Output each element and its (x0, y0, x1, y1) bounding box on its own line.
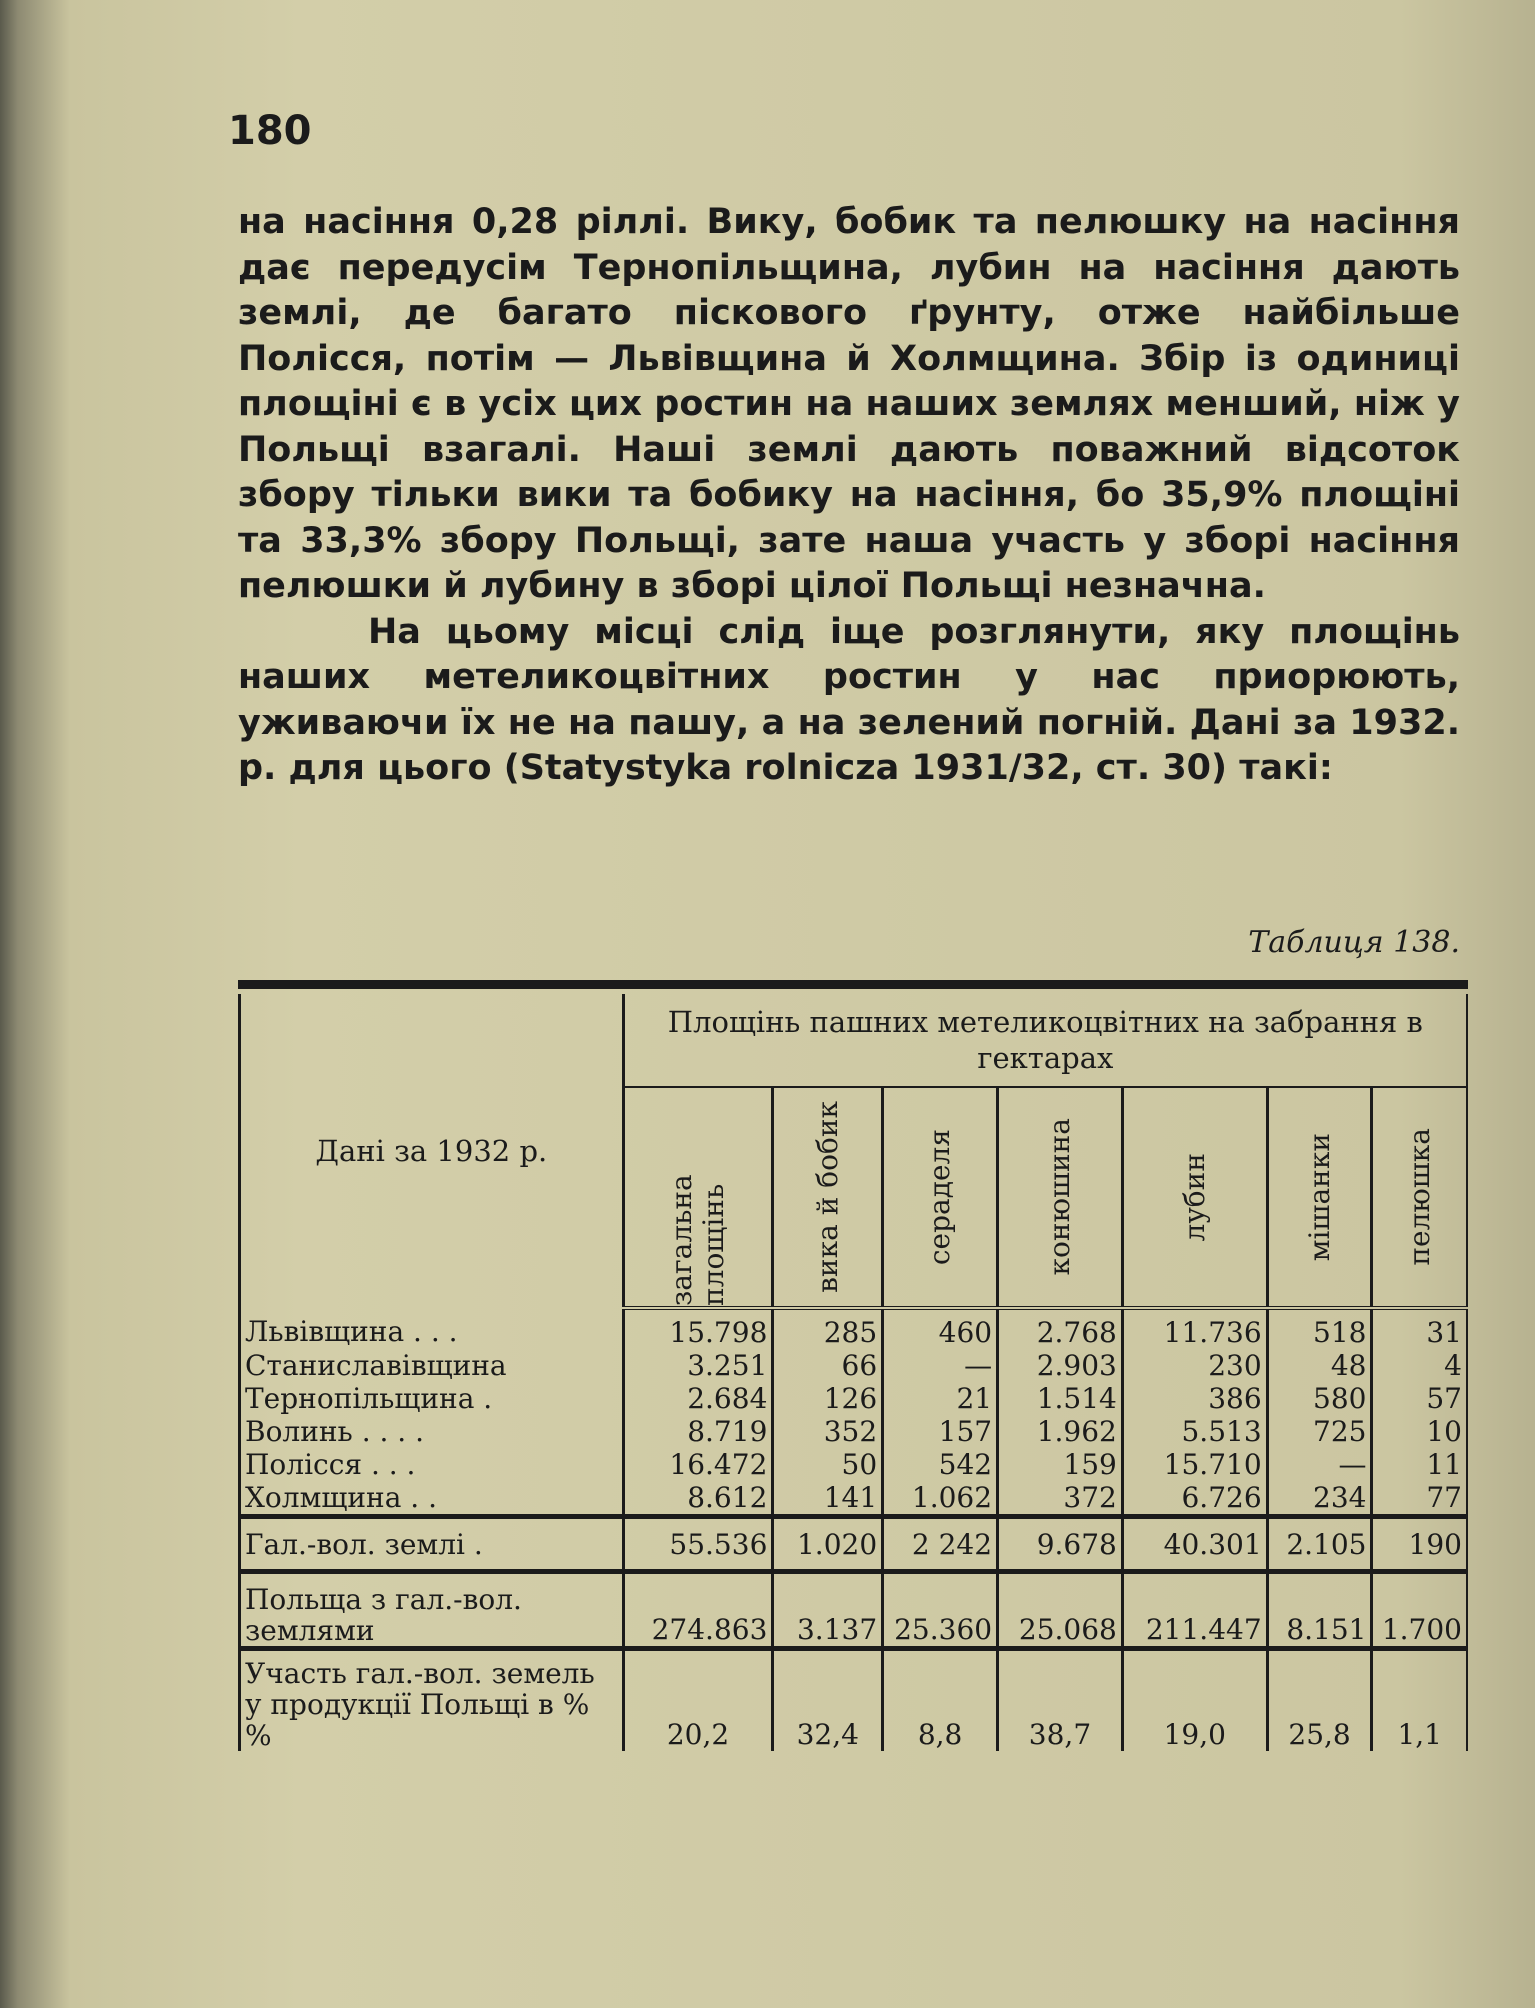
cell-value: 8.151 (1267, 1572, 1372, 1649)
cell-value: 19,0 (1122, 1649, 1267, 1752)
row-name: Польща з гал.-вол. землями (240, 1572, 624, 1649)
column-header-label: конюшина (1042, 1118, 1076, 1276)
column-header-label: мішанки (1302, 1132, 1336, 1262)
table-caption: Таблиця 138. (1248, 925, 1460, 960)
cell-value: 234 (1267, 1481, 1372, 1517)
cell-value: 11 (1372, 1448, 1467, 1481)
cell-value: 1.020 (773, 1517, 883, 1572)
cell-value: 157 (883, 1415, 998, 1448)
cell-value: 274.863 (623, 1572, 773, 1649)
cell-value: 190 (1372, 1517, 1467, 1572)
cell-value: 21 (883, 1382, 998, 1415)
column-header-label: сераделя (923, 1128, 957, 1266)
row-name: Львівщина . . . (240, 1308, 624, 1349)
row-name: Станиславівщина (240, 1349, 624, 1382)
cell-value: 2.684 (623, 1382, 773, 1415)
cell-value: 3.251 (623, 1349, 773, 1382)
cell-value: 10 (1372, 1415, 1467, 1448)
cell-value: 8.612 (623, 1481, 773, 1517)
paragraph-2: На цьому місці слід іще розглянути, яку площінь наших метеликоцвітних ростин у нас приорюють, уживаючи їх не на пашу, а на зелений погній. Дані за 1932. р. для цього (Statystyka rolnicza 1931/32, ст. 30) такі: (238, 611, 1460, 788)
column-header-total (623, 1087, 773, 1308)
cell-value: 2.768 (998, 1308, 1123, 1349)
column-header-clover (998, 1087, 1123, 1308)
cell-value: 2.903 (998, 1349, 1123, 1382)
cell-value: 31 (1372, 1308, 1467, 1349)
cell-value: 1.962 (998, 1415, 1123, 1448)
cell-value: 55.536 (623, 1517, 773, 1572)
cell-value: 285 (773, 1308, 883, 1349)
cell-value: 1.514 (998, 1382, 1123, 1415)
cell-value: 372 (998, 1481, 1123, 1517)
cell-value: 725 (1267, 1415, 1372, 1448)
cell-value: 4 (1372, 1349, 1467, 1382)
data-table-container (238, 980, 1468, 1751)
cell-value: 15.798 (623, 1308, 773, 1349)
cell-value: 8.719 (623, 1415, 773, 1448)
cell-value: 50 (773, 1448, 883, 1481)
cell-value: 1,1 (1372, 1649, 1467, 1752)
header-row-group (240, 994, 1468, 1087)
row-name: Холмщина . . (240, 1481, 624, 1517)
cell-value: 5.513 (1122, 1415, 1267, 1448)
cell-value: 518 (1267, 1308, 1372, 1349)
table-row (240, 1481, 1468, 1517)
cell-value: 3.137 (773, 1572, 883, 1649)
row-name: Полісся . . . (240, 1448, 624, 1481)
cell-value: 1.062 (883, 1481, 998, 1517)
cell-value: 48 (1267, 1349, 1372, 1382)
cell-value: 460 (883, 1308, 998, 1349)
cell-value: 25,8 (1267, 1649, 1372, 1752)
cell-value: 38,7 (998, 1649, 1123, 1752)
cell-value: 141 (773, 1481, 883, 1517)
cell-value: 8,8 (883, 1649, 998, 1752)
row-name: Тернопільщина . (240, 1382, 624, 1415)
table-row (240, 1308, 1468, 1349)
cell-value: 230 (1122, 1349, 1267, 1382)
column-header-field-pea (1372, 1087, 1467, 1308)
cell-value: 542 (883, 1448, 998, 1481)
cell-value: 1.700 (1372, 1572, 1467, 1649)
body-text (238, 200, 1460, 792)
cell-value: 211.447 (1122, 1572, 1267, 1649)
paragraph-1: на насіння 0,28 ріллі. Вику, бобик та пелюшку на насіння дає передусім Тернопільщина, лубин на насіння дають землі, де багато піскового ґрунту, отже найбільше Полісся, потім — Львівщина й Холмщина. Збір із одиниці площіні є в усіх цих ростин на наших землях менший, ніж у Польщі взагалі. Наші землі дають поважний відсоток збору тільки вики та бобику на насіння, бо 35,9% площіні та 33,3% збору Польщі, зате наша участь у зборі насіння пелюшки й лубину в зборі цілої Польщі незначна. (238, 202, 1460, 606)
row-header-label: Дані за 1932 р. (240, 994, 624, 1308)
cell-value: 25.068 (998, 1572, 1123, 1649)
cell-value: 25.360 (883, 1572, 998, 1649)
column-header-label: пелюшка (1402, 1128, 1436, 1266)
row-name: Гал.-вол. землі . (240, 1517, 624, 1572)
cell-value: 15.710 (1122, 1448, 1267, 1481)
column-header-vetch (773, 1087, 883, 1308)
share-row (240, 1649, 1468, 1752)
cell-value: 580 (1267, 1382, 1372, 1415)
group-header: Площінь пашних метеликоцвітних на забрання в гектарах (623, 994, 1467, 1087)
table-row (240, 1349, 1468, 1382)
cell-value: 126 (773, 1382, 883, 1415)
cell-value: 9.678 (998, 1517, 1123, 1572)
cell-value: 6.726 (1122, 1481, 1267, 1517)
cell-value: 57 (1372, 1382, 1467, 1415)
column-header-label: вика й бобик (810, 1101, 844, 1293)
column-header-lupine (1122, 1087, 1267, 1308)
column-header-label: лубин (1177, 1152, 1211, 1242)
column-header-serradella (883, 1087, 998, 1308)
cell-value: 77 (1372, 1481, 1467, 1517)
cell-value: 159 (998, 1448, 1123, 1481)
cell-value: — (883, 1349, 998, 1382)
column-header-mixtures (1267, 1087, 1372, 1308)
row-name: Участь гал.-вол. земель у продукції Польщі в % % (240, 1649, 624, 1752)
poland-row (240, 1572, 1468, 1649)
cell-value: — (1267, 1448, 1372, 1481)
table-row (240, 1415, 1468, 1448)
cell-value: 20,2 (623, 1649, 773, 1752)
table-row (240, 1448, 1468, 1481)
cell-value: 40.301 (1122, 1517, 1267, 1572)
cell-value: 16.472 (623, 1448, 773, 1481)
cell-value: 66 (773, 1349, 883, 1382)
cell-value: 352 (773, 1415, 883, 1448)
table-top-rule (238, 980, 1468, 989)
column-header-label: загальна площінь (665, 1174, 731, 1306)
row-name: Волинь . . . . (240, 1415, 624, 1448)
data-table (238, 994, 1468, 1751)
cell-value: 32,4 (773, 1649, 883, 1752)
total-row (240, 1517, 1468, 1572)
cell-value: 2 242 (883, 1517, 998, 1572)
table-row (240, 1382, 1468, 1415)
cell-value: 2.105 (1267, 1517, 1372, 1572)
page-number: 180 (228, 108, 312, 154)
cell-value: 386 (1122, 1382, 1267, 1415)
cell-value: 11.736 (1122, 1308, 1267, 1349)
